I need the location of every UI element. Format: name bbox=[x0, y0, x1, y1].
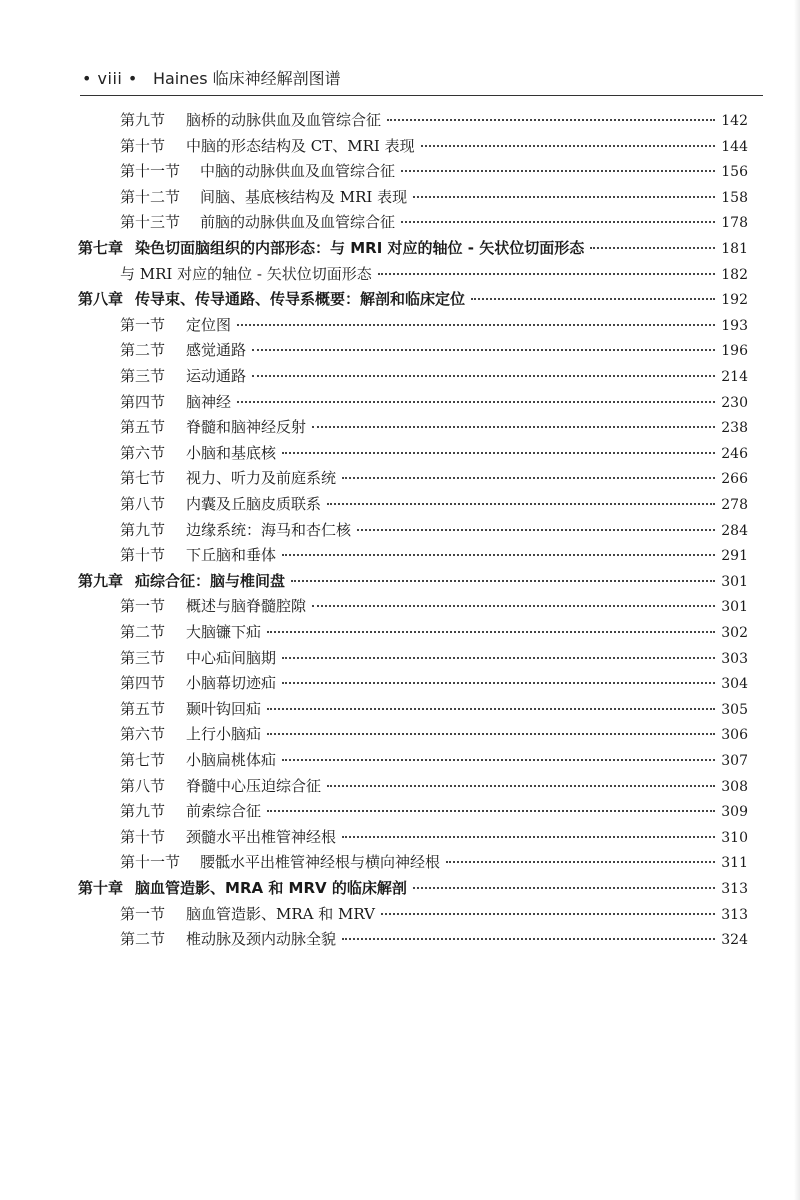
toc-section-entry bbox=[120, 723, 748, 747]
toc-entry-number: 第九节 bbox=[120, 802, 166, 821]
toc-entry-number: 第二节 bbox=[120, 930, 166, 949]
toc-entry-title: 上行小脑疝 bbox=[186, 725, 262, 744]
toc-entry-page: 309 bbox=[721, 804, 748, 821]
toc-entry-page: 304 bbox=[721, 676, 748, 693]
dot-leader bbox=[282, 554, 715, 556]
toc-entry-title: 小脑幕切迹疝 bbox=[186, 674, 277, 693]
toc-entry-page: 230 bbox=[721, 394, 748, 411]
toc-section-entry bbox=[120, 544, 748, 568]
dot-leader bbox=[471, 298, 715, 300]
toc-section-entry bbox=[120, 672, 748, 696]
dot-leader bbox=[282, 452, 715, 454]
toc-entry-page: 196 bbox=[721, 343, 748, 360]
dot-leader bbox=[590, 247, 715, 249]
toc-entry-number: 第十一节 bbox=[120, 853, 181, 872]
toc-section-entry bbox=[120, 416, 748, 440]
toc-entry-title: 脊髓中心压迫综合征 bbox=[186, 776, 322, 795]
toc-entry-title: 中脑的形态结构及 CT、MRI 表现 bbox=[186, 136, 415, 155]
toc-entry-title: 疝综合征：脑与椎间盘 bbox=[135, 571, 286, 590]
toc-chapter-entry bbox=[78, 237, 748, 261]
toc-entry-title: 脑神经 bbox=[186, 392, 232, 411]
running-header bbox=[82, 66, 762, 90]
dot-leader bbox=[282, 657, 715, 659]
toc-entry-title: 前脑的动脉供血及血管综合征 bbox=[200, 213, 396, 232]
toc-entry-page: 181 bbox=[721, 241, 748, 257]
toc-entry-number: 第十二节 bbox=[120, 187, 181, 206]
toc-entry-page: 238 bbox=[721, 420, 748, 437]
toc-entry-title: 椎动脉及颈内动脉全貌 bbox=[186, 930, 337, 949]
dot-leader bbox=[401, 221, 715, 223]
toc-section-entry bbox=[120, 851, 748, 875]
toc-entry-title: 颈髓水平出椎管神经根 bbox=[186, 827, 337, 846]
toc-entry-page: 305 bbox=[721, 701, 748, 718]
toc-entry-title: 前索综合征 bbox=[186, 802, 262, 821]
toc-section-entry bbox=[120, 775, 748, 799]
toc-entry-page: 278 bbox=[721, 497, 748, 513]
dot-leader bbox=[267, 810, 715, 812]
toc-entry-page: 310 bbox=[721, 829, 748, 846]
toc-entry-number: 第一节 bbox=[120, 904, 166, 923]
toc-entry-page: 302 bbox=[721, 625, 748, 641]
toc-entry-title: 感觉通路 bbox=[186, 341, 247, 360]
toc-entry-page: 313 bbox=[721, 906, 748, 923]
dot-leader bbox=[342, 938, 715, 940]
dot-leader bbox=[381, 913, 715, 915]
toc-entry-page: 306 bbox=[721, 727, 748, 744]
toc-entry-page: 178 bbox=[721, 215, 748, 232]
toc-entry-title: 边缘系统：海马和杏仁核 bbox=[186, 520, 352, 539]
toc-entry-title: 定位图 bbox=[186, 315, 232, 334]
dot-leader bbox=[357, 529, 715, 531]
toc-section-entry bbox=[120, 519, 748, 543]
toc-entry-title: 内囊及丘脑皮质联系 bbox=[186, 495, 322, 513]
toc-entry-title: 脑血管造影、MRA 和 MRV bbox=[186, 904, 375, 923]
toc-entry-number: 第七章 bbox=[78, 239, 124, 257]
book-title: Haines 临床神经解剖图谱 bbox=[152, 69, 341, 88]
toc-entry-title: 染色切面脑组织的内部形态：与 MRI 对应的轴位 - 矢状位切面形态 bbox=[135, 239, 585, 257]
toc-entry-number: 第七节 bbox=[120, 751, 166, 769]
toc-section-entry bbox=[120, 365, 748, 389]
toc-entry-title: 颞叶钩回疝 bbox=[186, 699, 262, 718]
dot-leader bbox=[327, 503, 715, 505]
toc-entry-page: 301 bbox=[721, 573, 748, 590]
toc-section-entry bbox=[120, 595, 748, 619]
toc-section-entry bbox=[120, 339, 748, 363]
dot-leader bbox=[378, 273, 716, 275]
toc-entry-page: 308 bbox=[721, 778, 748, 795]
toc-chapter-entry bbox=[78, 877, 748, 901]
toc-entry-title: 中心疝间脑期 bbox=[186, 648, 277, 667]
dot-leader bbox=[342, 477, 715, 479]
toc-section-entry bbox=[120, 160, 748, 184]
toc-chapter-entry bbox=[78, 570, 748, 594]
toc-entry-number: 第十节 bbox=[120, 827, 166, 846]
toc-entry-number: 第一节 bbox=[120, 315, 166, 334]
dot-leader bbox=[312, 605, 715, 607]
toc-section-entry bbox=[120, 621, 748, 645]
toc-entry-page: 311 bbox=[721, 855, 748, 872]
toc-entry-number: 第五节 bbox=[120, 699, 166, 718]
toc-entry-number: 第七节 bbox=[120, 469, 166, 488]
dot-leader bbox=[413, 196, 715, 198]
toc-entry-title: 脑血管造影、MRA 和 MRV 的临床解剖 bbox=[135, 879, 407, 897]
toc-entry-title: 大脑镰下疝 bbox=[186, 623, 262, 641]
toc-entry-title: 运动通路 bbox=[186, 367, 247, 385]
dot-leader bbox=[252, 349, 715, 351]
toc-entry-number: 第六节 bbox=[120, 725, 166, 744]
toc-section-entry bbox=[120, 186, 748, 210]
toc-entry-number: 第十节 bbox=[120, 136, 166, 155]
toc-entry-title: 脑桥的动脉供血及血管综合征 bbox=[186, 111, 382, 129]
toc-entry-number: 第三节 bbox=[120, 648, 166, 667]
toc-entry-number: 第九章 bbox=[78, 571, 124, 590]
toc-section-entry bbox=[120, 263, 748, 287]
header-rule bbox=[80, 95, 763, 96]
toc-section-entry bbox=[120, 135, 748, 159]
toc-entry-page: 193 bbox=[721, 317, 748, 334]
toc-entry-number: 第二节 bbox=[120, 341, 166, 360]
toc-entry-number: 第八章 bbox=[78, 290, 124, 309]
toc-entry-title: 与 MRI 对应的轴位 - 矢状位切面形态 bbox=[120, 264, 372, 283]
toc-entry-page: 313 bbox=[721, 881, 748, 897]
toc-entry-number: 第九节 bbox=[120, 520, 166, 539]
toc-entry-number: 第九节 bbox=[120, 111, 166, 129]
toc-entry-page: 192 bbox=[721, 292, 748, 309]
toc-entry-number: 第二节 bbox=[120, 623, 166, 641]
dot-leader bbox=[421, 145, 716, 147]
toc-entry-number: 第四节 bbox=[120, 674, 166, 693]
toc-section-entry bbox=[120, 493, 748, 517]
toc-entry-page: 303 bbox=[721, 650, 748, 667]
toc-entry-title: 视力、听力及前庭系统 bbox=[186, 469, 337, 488]
toc-chapter-entry bbox=[78, 288, 748, 312]
toc-entry-page: 266 bbox=[721, 471, 748, 488]
dot-leader bbox=[267, 631, 715, 633]
toc-entry-page: 142 bbox=[721, 113, 748, 129]
dot-leader bbox=[401, 170, 715, 172]
toc-entry-title: 传导束、传导通路、传导系概要：解剖和临床定位 bbox=[135, 290, 466, 309]
toc-entry-page: 246 bbox=[721, 445, 748, 462]
toc-entry-title: 脊髓和脑神经反射 bbox=[186, 418, 307, 437]
toc-entry-number: 第十节 bbox=[120, 546, 166, 565]
dot-leader bbox=[327, 785, 715, 787]
dot-leader bbox=[237, 324, 715, 326]
toc-entry-number: 第八节 bbox=[120, 776, 166, 795]
dot-leader bbox=[413, 887, 715, 889]
toc-entry-number: 第十三节 bbox=[120, 213, 181, 232]
toc-entry-page: 182 bbox=[721, 266, 748, 283]
toc-section-entry bbox=[120, 391, 748, 415]
dot-leader bbox=[237, 401, 715, 403]
toc-entry-number: 第四节 bbox=[120, 392, 166, 411]
toc-entry-number: 第八节 bbox=[120, 495, 166, 513]
toc-section-entry bbox=[120, 467, 748, 491]
page-edge-shadow bbox=[794, 0, 800, 1200]
toc-entry-page: 156 bbox=[721, 164, 748, 181]
toc-section-entry bbox=[120, 749, 748, 773]
toc-entry-page: 291 bbox=[721, 548, 748, 565]
toc-entry-number: 第三节 bbox=[120, 367, 166, 385]
toc-section-entry bbox=[120, 442, 748, 466]
toc-entry-number: 第十章 bbox=[78, 879, 124, 897]
toc-entry-page: 284 bbox=[721, 522, 748, 539]
page-number: • viii • bbox=[82, 69, 138, 88]
dot-leader bbox=[342, 836, 715, 838]
toc-section-entry bbox=[120, 698, 748, 722]
toc-entry-title: 概述与脑脊髓腔隙 bbox=[186, 597, 307, 616]
toc-entry-page: 301 bbox=[721, 599, 748, 616]
dot-leader bbox=[291, 580, 715, 582]
toc-entry-title: 小脑和基底核 bbox=[186, 443, 277, 462]
dot-leader bbox=[252, 375, 715, 377]
toc-entry-title: 腰骶水平出椎管神经根与横向神经根 bbox=[200, 853, 441, 872]
toc-section-entry bbox=[120, 314, 748, 338]
toc-entry-page: 158 bbox=[721, 189, 748, 206]
toc-section-entry bbox=[120, 928, 748, 952]
dot-leader bbox=[282, 682, 715, 684]
toc-entry-page: 307 bbox=[721, 753, 748, 769]
toc-entry-number: 第五节 bbox=[120, 418, 166, 437]
dot-leader bbox=[267, 733, 715, 735]
dot-leader bbox=[267, 708, 715, 710]
dot-leader bbox=[446, 861, 715, 863]
toc-entry-page: 144 bbox=[721, 138, 748, 155]
toc-section-entry bbox=[120, 826, 748, 850]
toc-entry-number: 第十一节 bbox=[120, 162, 181, 181]
toc-section-entry bbox=[120, 647, 748, 671]
toc-entry-title: 下丘脑和垂体 bbox=[186, 546, 277, 565]
toc-entry-title: 小脑扁桃体疝 bbox=[186, 751, 277, 769]
toc-section-entry bbox=[120, 800, 748, 824]
toc-section-entry bbox=[120, 211, 748, 235]
toc-section-entry bbox=[120, 903, 748, 927]
toc-section-entry bbox=[120, 109, 748, 133]
toc-entry-page: 324 bbox=[721, 932, 748, 949]
dot-leader bbox=[387, 119, 715, 121]
toc-entry-number: 第六节 bbox=[120, 443, 166, 462]
toc-entry-number: 第一节 bbox=[120, 597, 166, 616]
toc-entry-page: 214 bbox=[721, 369, 748, 385]
dot-leader bbox=[282, 759, 715, 761]
toc-entry-title: 中脑的动脉供血及血管综合征 bbox=[200, 162, 396, 181]
toc-entry-title: 间脑、基底核结构及 MRI 表现 bbox=[200, 187, 408, 206]
dot-leader bbox=[312, 426, 715, 428]
